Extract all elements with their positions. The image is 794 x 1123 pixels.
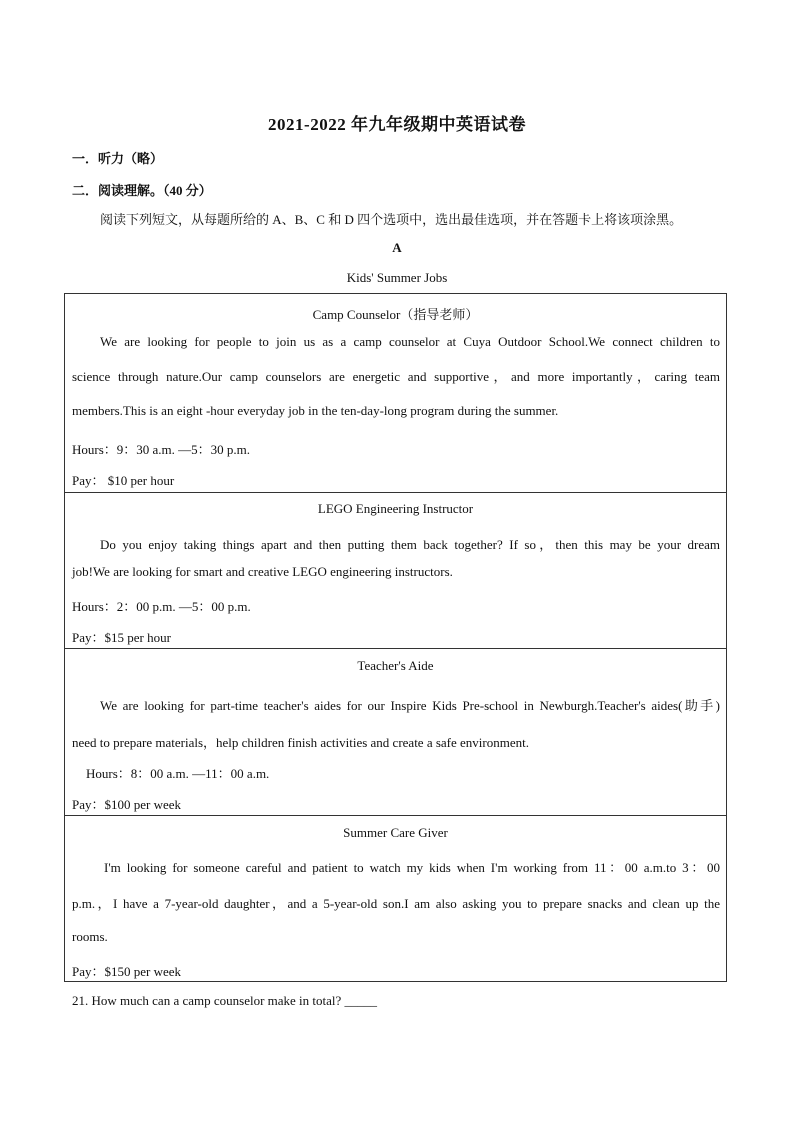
job-pay: Pay：$100 per week	[72, 797, 182, 812]
passage-label: A	[392, 240, 402, 255]
job-lego-instructor	[65, 493, 726, 649]
job-description-line: I'm looking for someone careful and patient to watch my kids when I'm working from 11：00 a.m.to 3：00	[104, 860, 720, 875]
jobs-table	[64, 293, 727, 982]
job-title: LEGO Engineering Instructor	[317, 501, 474, 516]
job-description-line: job!We are looking for smart and creative LEGO engineering instructors.	[72, 564, 453, 579]
job-description-line: p.m.，I have a 7-year-old daughter，and a 5-year-old son.I am also asking you to prepare snacks and clean up the	[72, 896, 720, 911]
job-pay: Pay：$150 per week	[72, 964, 182, 979]
job-hours: Hours：8：00 a.m. —11：00 a.m.	[86, 766, 270, 781]
question-21: 21. How much can a camp counselor make in total? _____	[72, 993, 378, 1008]
job-title: Teacher's Aide	[357, 658, 434, 673]
job-description-line: need to prepare materials，help children finish activities and create a safe environment.	[72, 735, 529, 750]
section-reading: 二．阅读理解。（40 分）	[72, 183, 212, 198]
job-pay: Pay： $10 per hour	[72, 473, 175, 488]
job-title: Camp Counselor（指导老师）	[312, 307, 479, 322]
job-description-line: science through nature.Our camp counselors are energetic and supportive，and more importantly，caring team	[72, 369, 720, 384]
job-title: Summer Care Giver	[343, 825, 448, 840]
job-description-line: rooms.	[72, 929, 108, 944]
passage-title: Kids' Summer Jobs	[346, 270, 448, 285]
job-description-line: We are looking for people to join us as a camp counselor at Cuya Outdoor School.We connect children to	[100, 334, 720, 349]
job-hours: Hours：9：30 a.m. —5：30 p.m.	[72, 442, 251, 457]
job-hours: Hours：2：00 p.m. —5：00 p.m.	[72, 599, 251, 614]
job-camp-counselor	[65, 294, 726, 493]
job-summer-care-giver	[65, 816, 726, 981]
section-listening: 一．听力（略）	[72, 151, 164, 166]
job-description-line: We are looking for part-time teacher's aides for our Inspire Kids Pre-school in Newburgh.Teacher's aides(助手)	[100, 698, 720, 713]
exam-title: 2021-2022 年九年级期中英语试卷	[268, 115, 526, 134]
job-pay: Pay：$15 per hour	[72, 630, 171, 645]
job-description-line: members.This is an eight -hour everyday job in the ten-day-long program during the summer.	[72, 403, 559, 418]
job-teachers-aide	[65, 649, 726, 816]
reading-instruction: 阅读下列短文，从每题所给的 A、B、C 和 D 四个选项中，选出最佳选项，并在答题卡上将该项涂黑。	[100, 212, 683, 227]
job-description-line: Do you enjoy taking things apart and then putting them back together? If so，then this may be your dream	[100, 537, 720, 552]
